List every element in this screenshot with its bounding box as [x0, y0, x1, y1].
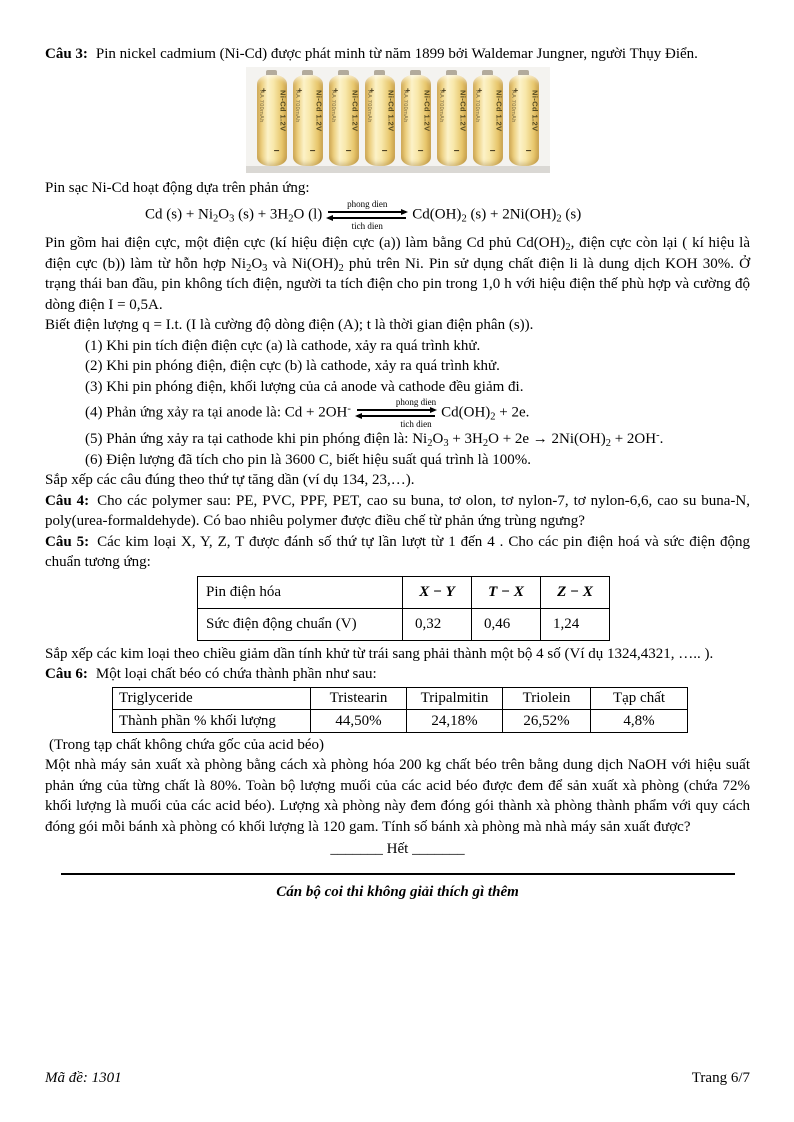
- text-segment: -: [656, 430, 660, 441]
- table-cell: Triolein: [503, 687, 591, 710]
- text-segment: 2: [461, 213, 467, 225]
- q6-paragraph: [45, 664, 750, 685]
- q3-statement-1: (1) Khi pin tích điện điện cực (a) là cathode, xảy ra quá trình khử.: [85, 337, 481, 354]
- arrow-top-label: phong dien: [347, 199, 388, 209]
- battery-capacity-label: AA 700mAh: [402, 89, 408, 123]
- text-segment: Cd(OH): [412, 206, 462, 223]
- text-segment: 3: [443, 438, 449, 449]
- table-row: [198, 576, 610, 608]
- q5-label: Câu 5:: [45, 533, 90, 550]
- q5-paragraph: [45, 532, 750, 573]
- text-segment: (s) + 3H: [234, 206, 289, 223]
- battery-name-label: Ni-Cd 1.2V: [422, 89, 432, 132]
- battery-text: [366, 89, 396, 145]
- battery-plus-label: +: [441, 85, 447, 95]
- text-segment: 2: [246, 262, 252, 274]
- text-segment: O: [432, 431, 444, 447]
- reversible-arrow: [356, 397, 436, 429]
- text-segment: + 2OH: [610, 431, 657, 447]
- emf-table: [197, 576, 610, 641]
- battery-minus-label: −: [309, 146, 316, 157]
- table-cell: 0,32: [403, 608, 472, 640]
- q3-label: Câu 3:: [45, 46, 88, 62]
- divider-rule: [61, 873, 735, 876]
- q3-equation: [45, 199, 750, 231]
- battery-body: [365, 75, 395, 166]
- text-segment: Cd (s) + Ni: [145, 206, 214, 223]
- q6-body: Một nhà máy sản xuất xà phòng bằng cách xà phòng hóa 200 kg chất béo trên bằng dung dịch NaOH với hiệu suất phản ứng của từng chất là 80%. Toàn bộ lượng muối của các acid béo được đem để sản xuất xà phòng (chứa 72% khối lượng là muối của các acid béo). Lượng xà phòng này đem đóng gói thành xà phòng thành phẩm với quy cách đóng gói mỗi bánh xà phòng có khối lượng là 120 gam. Tính số bánh xà phòng mà nhà máy sản xuất được?: [45, 757, 750, 835]
- table-row: [198, 608, 610, 640]
- arrow-bottom-label: tich dien: [351, 221, 383, 231]
- battery: [435, 70, 469, 166]
- q3-intro-text: Pin nickel cadmium (Ni-Cd) được phát minh từ năm 1899 bởi Waldemar Jungner, người Thụy Điển.: [95, 46, 698, 62]
- battery-text: [294, 89, 324, 145]
- battery-terminal-nub: [302, 70, 313, 75]
- battery: [327, 70, 361, 166]
- exam-code: Mã đề: 1301: [45, 1070, 122, 1086]
- left-arrow: [327, 215, 407, 221]
- q6-text: Một loại chất béo có chứa thành phần như sau:: [95, 666, 377, 682]
- reversible-arrow: [327, 199, 407, 231]
- q6-label: Câu 6:: [45, 666, 88, 682]
- battery-terminal-nub: [446, 70, 457, 75]
- text-segment: .: [659, 431, 664, 447]
- table-cell: T − X: [472, 576, 541, 608]
- fat-composition-table: [112, 687, 688, 733]
- battery-text: [438, 89, 468, 145]
- q4-paragraph: [45, 491, 750, 532]
- end-marker: _______ Hết _______: [330, 841, 465, 857]
- battery: [363, 70, 397, 166]
- text-segment: , điện cực còn lại ( kí hiệu là điện cực (b)) làm từ hỗn hợp Ni: [45, 235, 750, 272]
- battery-capacity-label: AA 700mAh: [474, 89, 480, 123]
- battery-body: [329, 75, 359, 166]
- text-segment: 2: [490, 411, 496, 423]
- table-cell: Tristearin: [311, 687, 407, 710]
- battery-minus-label: −: [417, 146, 424, 157]
- text-segment: (5) Phản ứng xảy ra tại cathode khi pin phóng điện là: Ni: [85, 431, 428, 447]
- battery-plus-label: +: [513, 85, 519, 95]
- q3-charge-note: Biết điện lượng q = I.t. (I là cường độ dòng điện (A); t là thời gian điện phân (s)).: [45, 317, 534, 333]
- text-segment: + 3H: [448, 431, 483, 447]
- left-arrow: [356, 413, 436, 419]
- battery-text: [402, 89, 432, 145]
- battery-plus-label: +: [405, 85, 411, 95]
- battery-body: [509, 75, 539, 166]
- text-segment: 2: [427, 438, 433, 449]
- page-number: Trang 6/7: [691, 1070, 750, 1086]
- battery-minus-label: −: [489, 146, 496, 157]
- battery-minus-label: −: [453, 146, 460, 157]
- text-segment: (4) Phản ứng xảy ra tại anode là: Cd + 2OH: [85, 404, 348, 421]
- table-cell: Z − X: [541, 576, 610, 608]
- battery-image: [246, 67, 550, 173]
- battery-plus-label: +: [369, 85, 375, 95]
- battery-terminal-nub: [266, 70, 277, 75]
- battery-body: [293, 75, 323, 166]
- text-segment: O (l): [293, 206, 323, 223]
- table-cell: 24,18%: [407, 710, 503, 733]
- battery: [471, 70, 505, 166]
- arrow-top-label: phong dien: [395, 397, 437, 407]
- battery-name-label: Ni-Cd 1.2V: [530, 89, 540, 132]
- text-segment: Pin gồm hai điện cực, một điện cực (kí hiệu điện cực (a)) làm bằng Cd phủ Cd(OH): [45, 235, 566, 251]
- text-segment: (s): [561, 206, 582, 223]
- q3-statement-4: [45, 397, 750, 429]
- table-cell: 44,50%: [311, 710, 407, 733]
- q6-note: (Trong tạp chất không chứa gốc của acid béo): [49, 736, 324, 753]
- battery-plus-label: +: [297, 85, 303, 95]
- battery-terminal-nub: [482, 70, 493, 75]
- battery-text: [510, 89, 540, 145]
- battery-terminal-nub: [374, 70, 385, 75]
- table-cell: 26,52%: [503, 710, 591, 733]
- table-cell: 1,24: [541, 608, 610, 640]
- text-segment: + 2e.: [495, 404, 530, 421]
- battery-plus-label: +: [477, 85, 483, 95]
- table-cell: Triglyceride: [113, 687, 311, 710]
- table-row: [113, 687, 688, 710]
- battery-plus-label: +: [333, 85, 339, 95]
- q3-statement-6: (6) Điện lượng đã tích cho pin là 3600 C, biết hiệu suất quá trình là 100%.: [85, 451, 531, 468]
- q3-statement-3: (3) Khi pin phóng điện, khối lượng của cả anode và cathode đều giảm đi.: [85, 378, 524, 395]
- text-segment: 2: [482, 438, 489, 449]
- table-cell: Pin điện hóa: [198, 576, 403, 608]
- battery-figure: [45, 67, 750, 173]
- q4-text: Cho các polymer sau: PE, PVC, PPF, PET, cao su buna, tơ olon, tơ nylon-7, tơ nylon-6,6, cao su buna-N, poly(urea-formaldehyde). Có bao nhiêu polymer được điều chế từ phản ứng trùng ngưng?: [45, 492, 751, 529]
- battery-capacity-label: AA 700mAh: [330, 89, 336, 123]
- q3-closing: Sắp xếp các câu đúng theo thứ tự tăng dần (ví dụ 134, 23,…).: [45, 472, 415, 488]
- battery-name-label: Ni-Cd 1.2V: [350, 89, 360, 132]
- table-cell: 4,8%: [591, 710, 688, 733]
- battery: [507, 70, 541, 166]
- text-segment: 3: [262, 262, 268, 274]
- table-cell: Sức điện động chuẩn (V): [198, 608, 403, 640]
- battery-body: [437, 75, 467, 166]
- text-segment: 2: [565, 242, 571, 253]
- table-cell: Tripalmitin: [407, 687, 503, 710]
- table-cell: Tạp chất: [591, 687, 688, 710]
- q3-intro: [45, 44, 750, 65]
- battery-name-label: Ni-Cd 1.2V: [458, 89, 468, 132]
- q5-closing: Sắp xếp các kim loại theo chiều giảm dần tính khử từ trái sang phải thành một bộ 4 số (Ví dụ 1324,4321, ….. ).: [45, 645, 714, 662]
- text-segment: phủ trên Ni. Pin sử dụng chất điện li là dung dịch KOH 30%. Ở trạng thái ban đầu, pin không tích điện, người ta tích điện cho pin trong 1,0 h với hiệu điện thế phù hợp và cường độ dòng điện I = 0,5A.: [45, 255, 750, 313]
- battery-terminal-nub: [338, 70, 349, 75]
- q3-body: [45, 233, 750, 315]
- battery-minus-label: −: [345, 146, 352, 157]
- q3-statement-2: (2) Khi pin phóng điện, điện cực (b) là cathode, xảy ra quá trình khử.: [85, 358, 500, 374]
- q3-reaction-intro: Pin sạc Ni-Cd hoạt động dựa trên phản ứng:: [45, 179, 310, 196]
- battery-minus-label: −: [525, 146, 532, 157]
- battery: [255, 70, 289, 166]
- battery-name-label: Ni-Cd 1.2V: [314, 89, 324, 132]
- text-segment: -: [347, 403, 351, 415]
- q5-text: Các kim loại X, Y, Z, T được đánh số thứ tự lần lượt từ 1 đến 4 . Cho các pin điện hoá và sức điện động chuẩn tương ứng:: [45, 533, 750, 570]
- battery-body: [401, 75, 431, 166]
- battery-text: [474, 89, 504, 145]
- battery-minus-label: −: [273, 146, 280, 157]
- text-segment: và Ni(OH): [267, 255, 339, 272]
- table-cell: Thành phần % khối lượng: [113, 710, 311, 733]
- text-segment: 2: [605, 438, 611, 449]
- invigilator-note: Cán bộ coi thi không giải thích gì thêm: [276, 884, 519, 901]
- battery-name-label: Ni-Cd 1.2V: [278, 89, 288, 132]
- text-segment: 2: [556, 213, 562, 225]
- text-segment: Cd(OH): [441, 404, 491, 421]
- text-segment: O + 2e → 2Ni(OH): [488, 431, 606, 447]
- battery-body: [257, 75, 287, 166]
- table-cell: 0,46: [472, 608, 541, 640]
- battery-terminal-nub: [410, 70, 421, 75]
- battery-minus-label: −: [381, 146, 388, 157]
- arrow-bottom-label: tich dien: [400, 419, 432, 429]
- battery-capacity-label: AA 700mAh: [258, 89, 264, 123]
- battery-capacity-label: AA 700mAh: [366, 89, 372, 123]
- text-segment: 2: [213, 213, 219, 225]
- battery-name-label: Ni-Cd 1.2V: [386, 89, 396, 132]
- battery-capacity-label: AA 700mAh: [510, 89, 516, 123]
- battery-name-label: Ni-Cd 1.2V: [494, 89, 504, 132]
- battery: [291, 70, 325, 166]
- battery-capacity-label: AA 700mAh: [438, 89, 444, 123]
- q4-label: Câu 4:: [45, 492, 90, 509]
- battery-terminal-nub: [518, 70, 529, 75]
- text-segment: (s) + 2Ni(OH): [466, 206, 557, 223]
- text-segment: 2: [288, 213, 294, 225]
- text-segment: 3: [229, 213, 235, 225]
- battery-body: [473, 75, 503, 166]
- battery-plus-label: +: [261, 85, 267, 95]
- battery-capacity-label: AA 700mAh: [294, 89, 300, 123]
- table-row: [113, 710, 688, 733]
- text-segment: 2: [338, 262, 344, 274]
- battery: [399, 70, 433, 166]
- battery-text: [258, 89, 288, 145]
- text-segment: O: [251, 255, 263, 272]
- battery-text: [330, 89, 360, 145]
- text-segment: O: [218, 206, 230, 223]
- table-cell: X − Y: [403, 576, 472, 608]
- q3-statement-5: [45, 429, 750, 450]
